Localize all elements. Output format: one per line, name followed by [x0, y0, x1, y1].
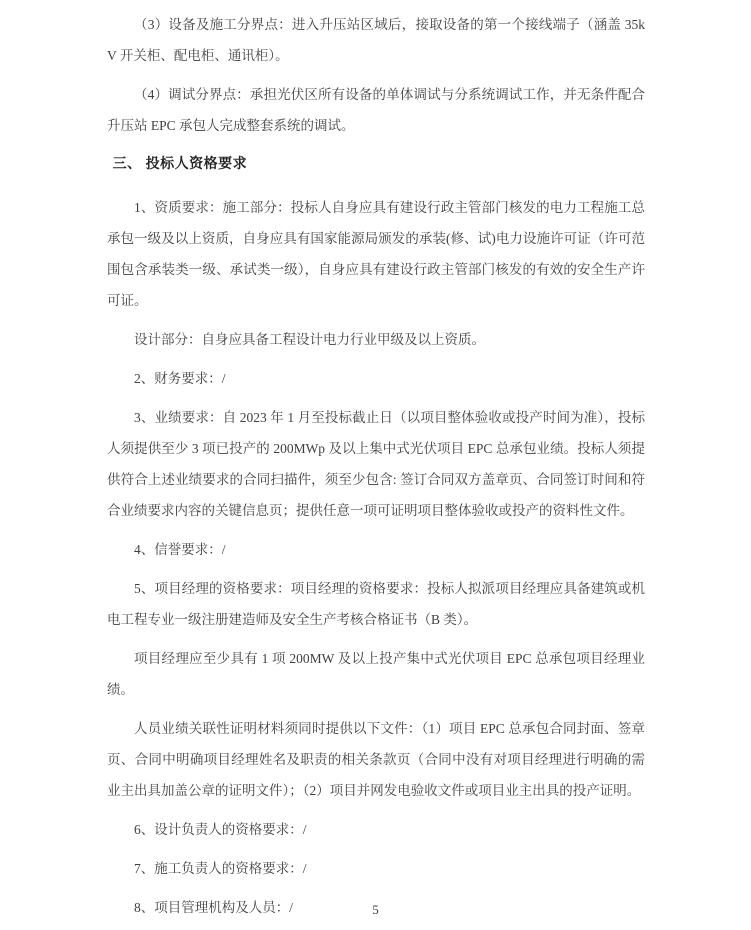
paragraph-financial-requirements: 2、财务要求：/ [134, 371, 226, 386]
section-heading-bidder-qualifications: 三、 投标人资格要求 [112, 157, 248, 172]
paragraph-project-org-personnel: 8、项目管理机构及人员：/ [134, 900, 294, 915]
page-number: 5 [372, 902, 379, 917]
paragraph-qualification-requirements: 1、资质要求：施工部分：投标人自身应具有建设行政主管部门核发的电力工程施工总承包一级及以上资质，自身应具有国家能源局颁发的承装(修、试)电力设施许可证（许可范围包含承装类一级、承试类一级），自身应具有建设行政主管部门核发的有效的安全生产许可证。 [107, 200, 645, 308]
paragraph-reputation-requirements: 4、信誉要求：/ [134, 542, 226, 557]
paragraph-equipment-boundary: （3）设备及施工分界点：进入升压站区域后，接取设备的第一个接线端子（涵盖 35kV 开关柜、配电柜、通讯柜）。 [107, 17, 645, 63]
paragraph-project-manager-requirements: 5、项目经理的资格要求：项目经理的资格要求：投标人拟派项目经理应具备建筑或机电工程专业一级注册建造师及安全生产考核合格证书（B 类）。 [107, 581, 645, 627]
paragraph-commissioning-boundary: （4）调试分界点：承担光伏区所有设备的单体调试与分系统调试工作，并无条件配合升压站 EPC 承包人完成整套系统的调试。 [107, 87, 645, 133]
paragraph-design-qualification: 设计部分：自身应具备工程设计电力行业甲级及以上资质。 [134, 332, 485, 347]
paragraph-design-lead-requirements: 6、设计负责人的资格要求：/ [134, 822, 307, 837]
paragraph-personnel-evidence-documents: 人员业绩关联性证明材料须同时提供以下文件：（1）项目 EPC 总承包合同封面、签章页、合同中明确项目经理姓名及职责的相关条款页（合同中没有对项目经理进行明确的需业主出具加盖公章的证明文件）；（2）项目并网发电验收文件或项目业主出具的投产证明。 [107, 721, 645, 798]
paragraph-construction-lead-requirements: 7、施工负责人的资格要求：/ [134, 861, 307, 876]
paragraph-project-manager-track-record: 项目经理应至少具有 1 项 200MW 及以上投产集中式光伏项目 EPC 总承包项目经理业绩。 [107, 651, 645, 697]
paragraph-performance-requirements: 3、业绩要求：自 2023 年 1 月至投标截止日（以项目整体验收或投产时间为准），投标人须提供至少 3 项已投产的 200MWp 及以上集中式光伏项目 EPC 总承包业绩。投标人须提供符合上述业绩要求的合同扫描件，须至少包含: 签订合同双方盖章页、合同签订时间和符合业绩要求内容的关键信息页；提供任意一项可证明项目整体验收或投产的资料性文件。 [107, 410, 645, 518]
